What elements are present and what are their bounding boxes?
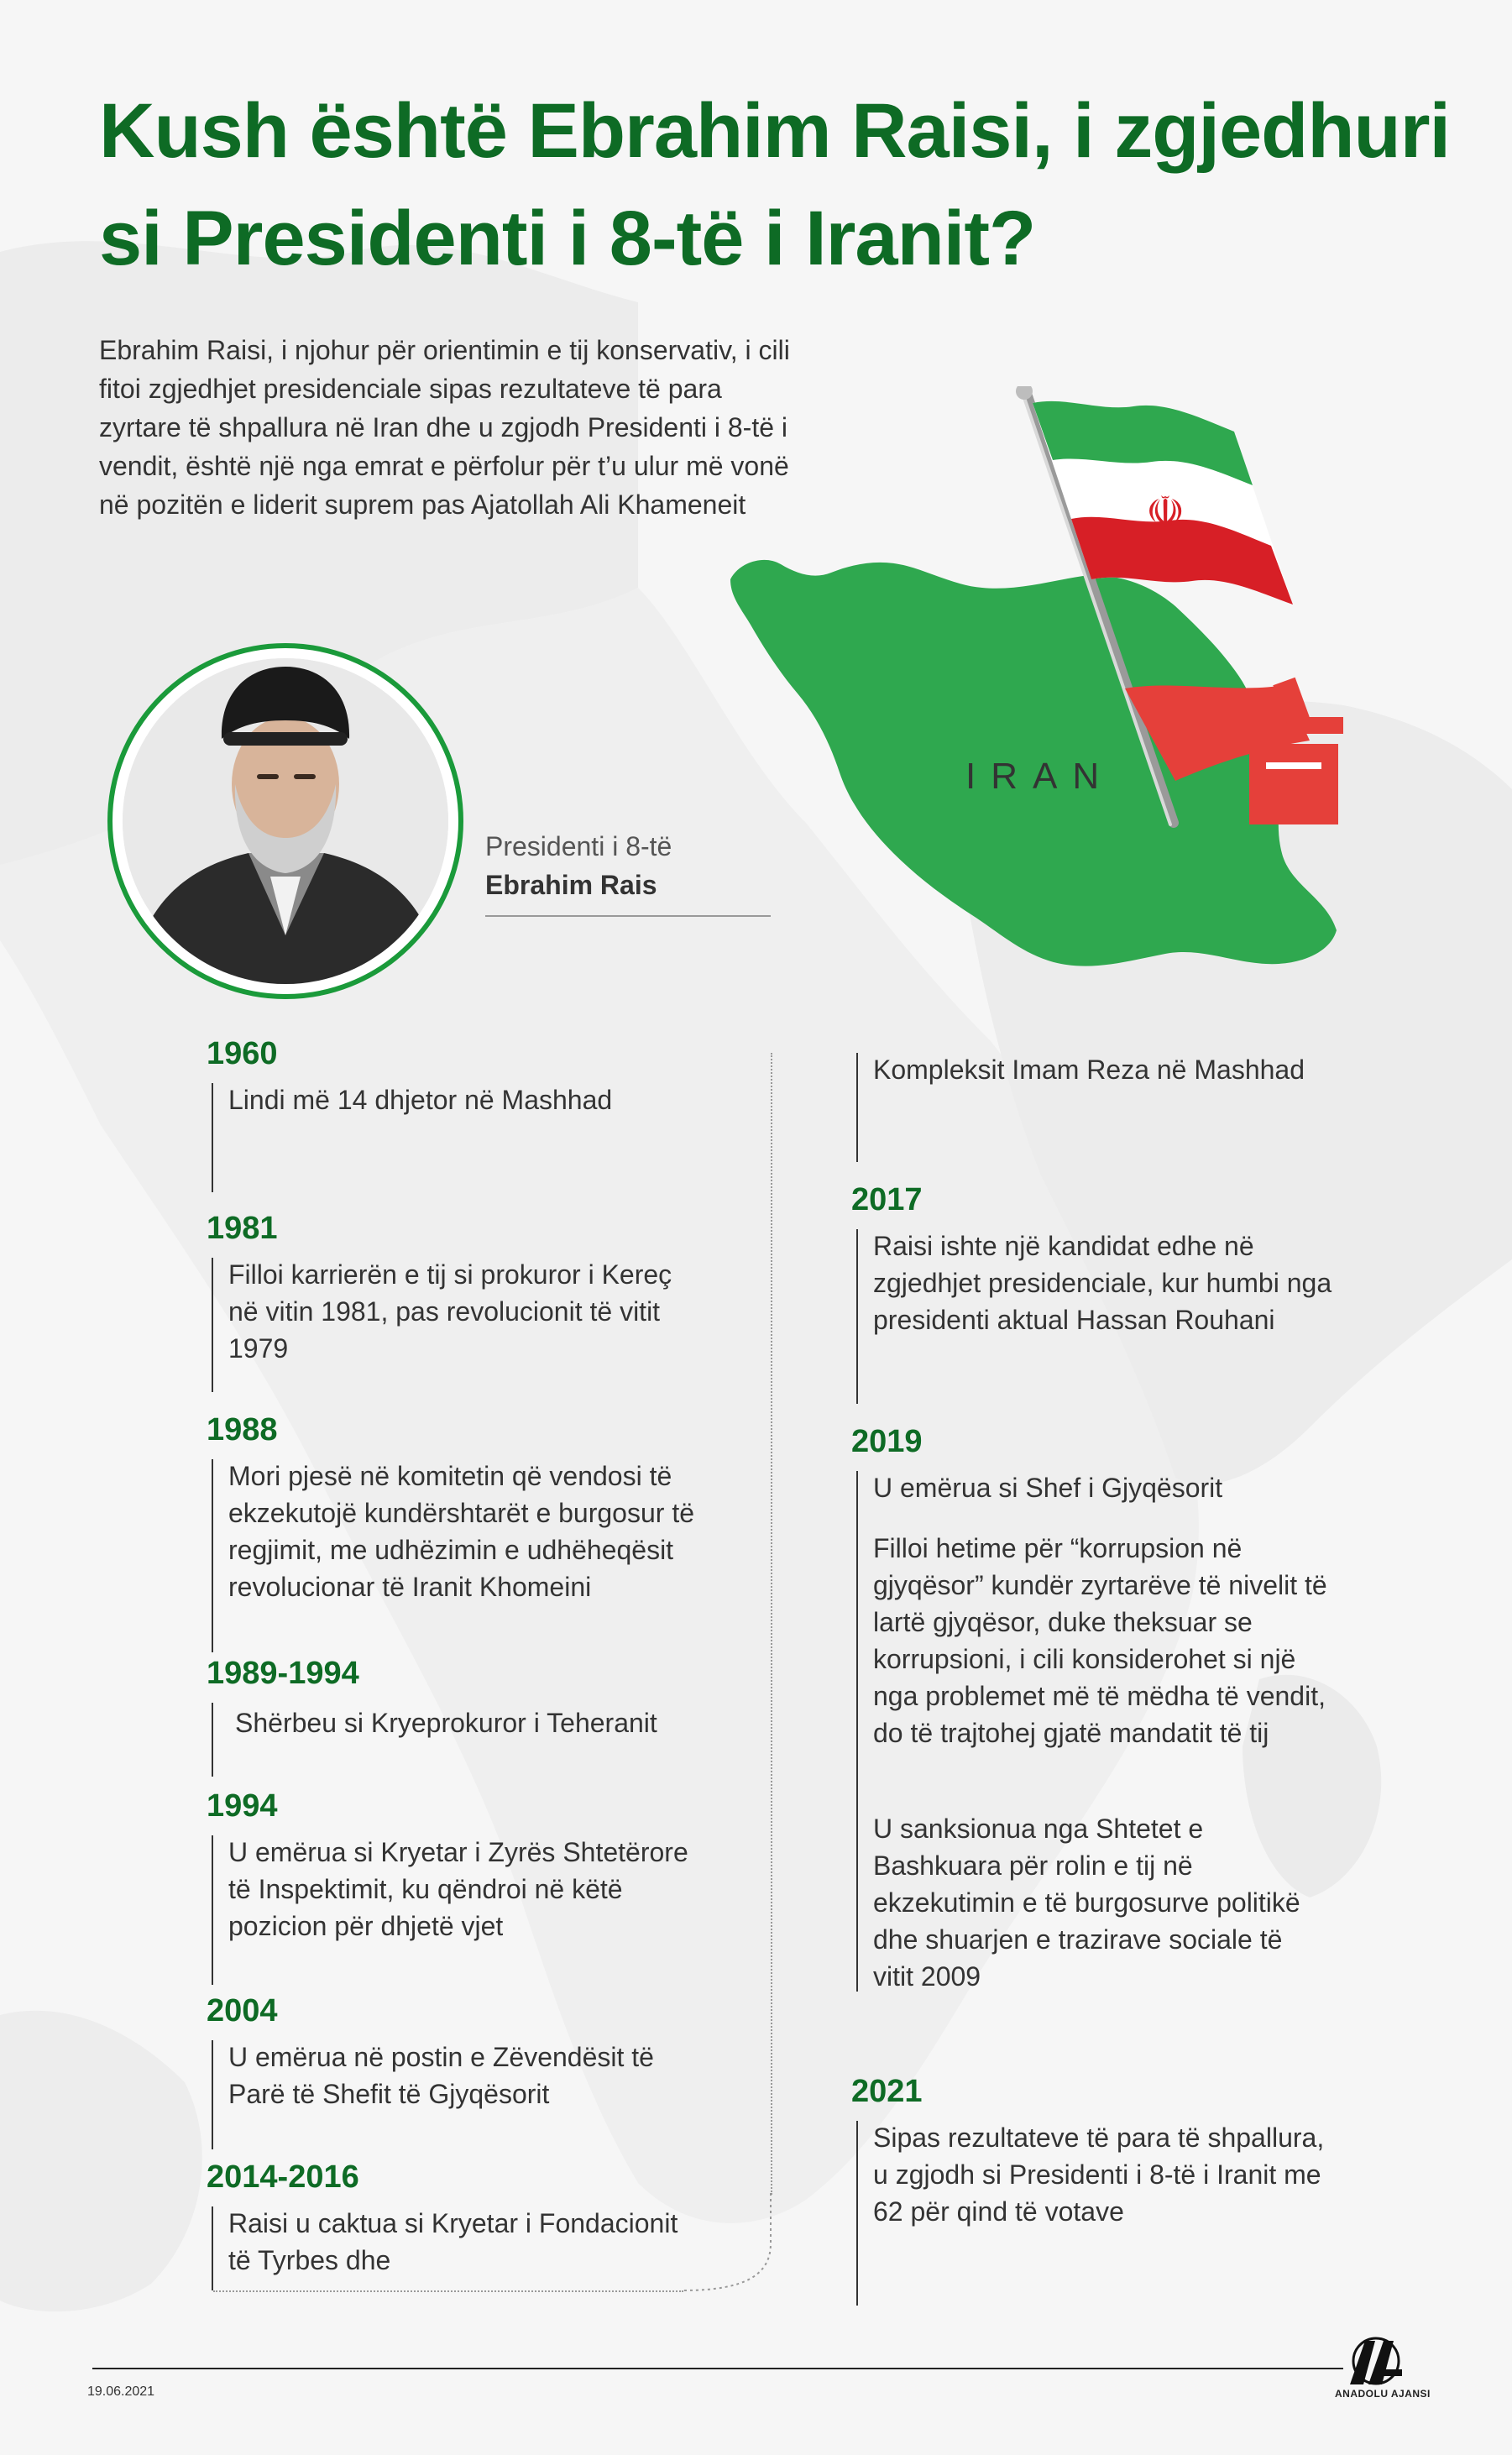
- portrait-illustration: [123, 658, 448, 984]
- timeline-text: U emërua si Kryetar i Zyrës Shtetërore të Inspektimit, ku qëndroi në këtë pozicion për dhjetë vjet: [228, 1837, 688, 1941]
- timeline-bar: [212, 2040, 213, 2149]
- intro-paragraph: Ebrahim Raisi, i njohur për orientimin e tij konservativ, i cili fitoi zgjedhjet presidenciale sipas rezultateve të para zyrtare të shpallura në Iran dhe u zgjodh Presidenti i 8-të i vendit, është një nga emrat e përfolur për t’u ulur më vonë në pozitën e liderit suprem pas Ajatollah Ali Khameneit: [99, 335, 790, 520]
- timeline-text: Raisi ishte një kandidat edhe në zgjedhjet presidenciale, kur humbi nga presidenti aktual Hassan Rouhani: [873, 1231, 1332, 1335]
- timeline-text: Raisi u caktua si Kryetar i Fondacionit të Tyrbes dhe: [228, 2208, 678, 2275]
- timeline-text: Mori pjesë në komitetin që vendosi të ekzekutojë kundërshtarët e burgosur të regjimit, me udhëzimin e udhëheqësit revolucionar të Iranit Khomeini: [228, 1461, 694, 1602]
- footer-date: 19.06.2021: [87, 2384, 155, 2399]
- timeline-bar: [212, 2206, 213, 2290]
- timeline-year: 1989-1994: [207, 1656, 359, 1691]
- timeline-year: 2017: [851, 1182, 923, 1217]
- portrait-caption-role: Presidenti i 8-të: [485, 831, 672, 861]
- timeline-year: 1960: [207, 1036, 278, 1071]
- footer-divider: [92, 2368, 1343, 2369]
- timeline-bar: [856, 1229, 858, 1404]
- timeline-year: 2021: [851, 2074, 923, 2109]
- timeline-text: Filloi karrierën e tij si prokuror i Kereç në vitin 1981, pas revolucionit të vitit 1979: [228, 1259, 672, 1364]
- timeline-text: U emërua si Shef i Gjyqësorit: [873, 1473, 1223, 1503]
- timeline-bar: [856, 1471, 858, 1992]
- timeline-text: Sipas rezultateve të para të shpallura, u zgjodh si Presidenti i 8-të i Iranit me 62 për qind të votave: [873, 2123, 1325, 2227]
- timeline-text: Lindi më 14 dhjetor në Mashhad: [228, 1085, 613, 1115]
- timeline-text: U sanksionua nga Shtetet e Bashkuara për rolin e tij në ekzekutimin e të burgosurve politikë dhe shuarjen e trazirave sociale të vitit 2009: [873, 1814, 1300, 1992]
- anadolu-logo-icon: [1347, 2336, 1405, 2386]
- iran-map-label: IRAN: [965, 756, 1115, 797]
- footer-agency-name: ANADOLU AJANSI: [1335, 2388, 1431, 2400]
- caption-underline: [485, 915, 771, 917]
- timeline-bar: [212, 1258, 213, 1392]
- timeline-continuation-text: Kompleksit Imam Reza në Mashhad: [873, 1055, 1305, 1085]
- timeline-bar: [212, 1703, 213, 1777]
- timeline-bar: [212, 1083, 213, 1192]
- timeline-year: 2019: [851, 1424, 923, 1459]
- page-title: Kush është Ebrahim Raisi, i zgjedhuri si Presidenti i 8-të i Iranit?: [99, 88, 1451, 281]
- iran-map-illustration: [705, 386, 1377, 1008]
- timeline-year: 2004: [207, 1993, 278, 2028]
- iran-flag: [1033, 401, 1293, 605]
- timeline-year: 1981: [207, 1211, 278, 1246]
- timeline-year: 1994: [207, 1788, 278, 1824]
- timeline-bar: [212, 1459, 213, 1652]
- timeline-year: 1988: [207, 1412, 278, 1447]
- timeline-year: 2014-2016: [207, 2159, 359, 2195]
- timeline-text: Shërbeu si Kryeprokuror i Teheranit: [235, 1708, 657, 1738]
- timeline-text: Filloi hetime për “korrupsion në gjyqësor” kundër zyrtarëve të nivelit të lartë gjyqësor, duke theksuar se korrupsioni, i cili konsiderohet si një nga problemet më të mëdha të vendit, do të trajtohej gjatë mandatit të tij: [873, 1533, 1327, 1748]
- svg-text:☫: ☫: [1145, 488, 1185, 538]
- portrait-caption-name: Ebrahim Rais: [485, 870, 657, 900]
- timeline-connector: [771, 1053, 772, 2195]
- timeline-connector-bottom: [213, 2290, 683, 2292]
- timeline-bar: [212, 1835, 213, 1985]
- portrait-photo: [123, 658, 448, 984]
- timeline-text: U emërua në postin e Zëvendësit të Parë të Shefit të Gjyqësorit: [228, 2042, 654, 2109]
- timeline-bar: [856, 1053, 858, 1162]
- timeline-bar: [856, 2121, 858, 2306]
